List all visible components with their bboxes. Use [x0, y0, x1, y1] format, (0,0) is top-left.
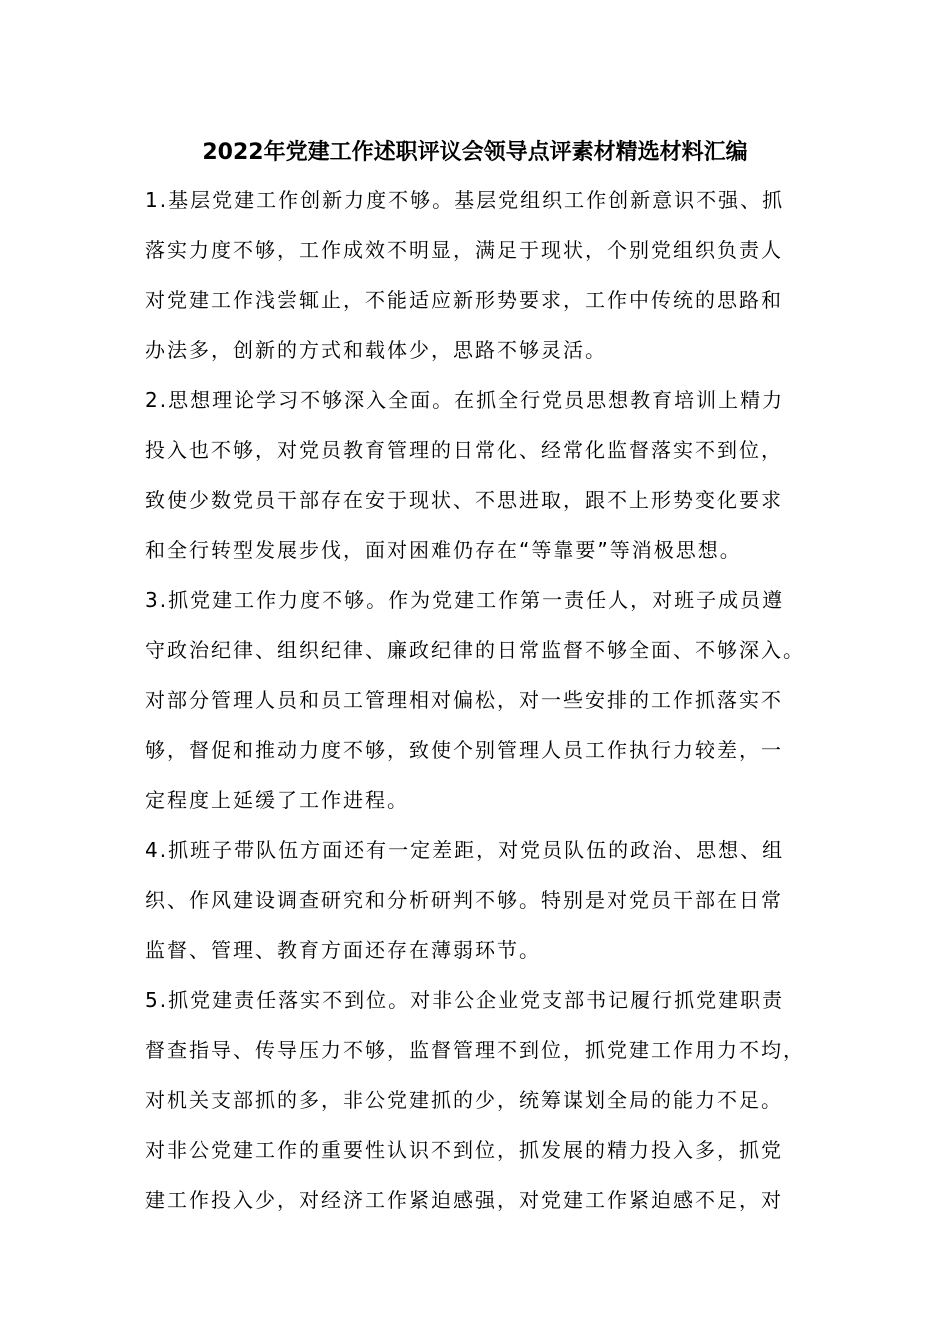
- body-line: 对非公党建工作的重要性认识不到位，抓发展的精力投入多，抓党: [145, 1138, 783, 1162]
- body-line: 3.抓党建工作力度不够。作为党建工作第一责任人，对班子成员遵: [145, 588, 785, 612]
- body-line: 织、作风建设调查研究和分析研判不够。特别是对党员干部在日常: [145, 888, 783, 912]
- body-line: 致使少数党员干部存在安于现状、不思进取，跟不上形势变化要求: [145, 488, 783, 512]
- body-line: 督查指导、传导压力不够，监督管理不到位，抓党建工作用力不均，: [145, 1038, 805, 1062]
- body-line: 办法多，创新的方式和载体少，思路不够灵活。: [145, 338, 607, 362]
- body-line: 1.基层党建工作创新力度不够。基层党组织工作创新意识不强、抓: [145, 188, 785, 212]
- body-line: 建工作投入少，对经济工作紧迫感强，对党建工作紧迫感不足，对: [145, 1188, 783, 1212]
- document-body: [145, 180, 810, 1230]
- body-line: 监督、管理、教育方面还存在薄弱环节。: [145, 938, 541, 962]
- body-line: 2.思想理论学习不够深入全面。在抓全行党员思想教育培训上精力: [145, 388, 785, 412]
- body-line: 定程度上延缓了工作进程。: [145, 788, 409, 812]
- body-line: 4.抓班子带队伍方面还有一定差距，对党员队伍的政治、思想、组: [145, 838, 785, 862]
- body-line: 守政治纪律、组织纪律、廉政纪律的日常监督不够全面、不够深入。: [145, 638, 805, 662]
- document-title: 2022年党建工作述职评议会领导点评素材精选材料汇编: [202, 140, 748, 165]
- body-line: 够，督促和推动力度不够，致使个别管理人员工作执行力较差，一: [145, 738, 783, 762]
- body-line: 对机关支部抓的多，非公党建抓的少，统筹谋划全局的能力不足。: [145, 1088, 783, 1112]
- body-line: 对党建工作浅尝辄止，不能适应新形势要求，工作中传统的思路和: [145, 288, 783, 312]
- body-line: 对部分管理人员和员工管理相对偏松，对一些安排的工作抓落实不: [145, 688, 783, 712]
- body-line: 5.抓党建责任落实不到位。对非公企业党支部书记履行抓党建职责: [145, 988, 785, 1012]
- body-line: 落实力度不够，工作成效不明显，满足于现状，个别党组织负责人: [145, 238, 783, 262]
- body-line: 投入也不够，对党员教育管理的日常化、经常化监督落实不到位，: [145, 438, 783, 462]
- body-line: 和全行转型发展步伐，面对困难仍存在“等靠要”等消极思想。: [145, 538, 742, 562]
